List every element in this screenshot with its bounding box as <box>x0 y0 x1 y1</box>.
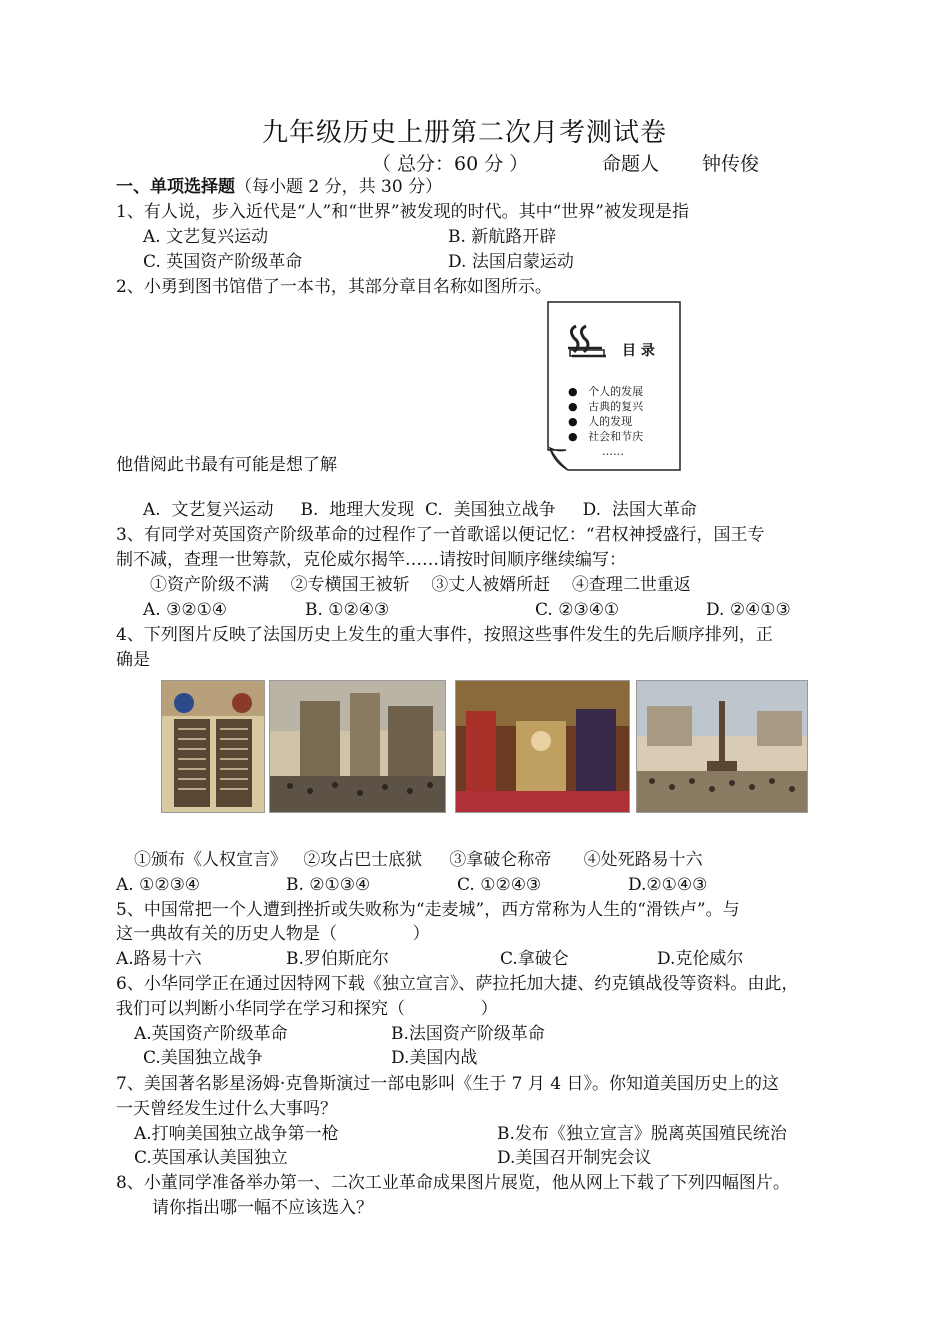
q4-items: ①颁布《人权宣言》 ②攻占巴士底狱 ③拿破仑称帝 ④处死路易十六 <box>134 850 703 870</box>
q7-stem-2: 一天曾经发生过什么大事吗？ <box>116 1099 337 1119</box>
q5-option-a: A.路易十六 <box>116 949 202 969</box>
q8-stem-2: 请你指出哪一幅不应该选入？ <box>152 1198 373 1218</box>
q2-stem2: 他借阅此书最有可能是想了解 <box>116 455 337 475</box>
q2-stem: 2、小勇到图书馆借了一本书，其部分章目名称如图所示。 <box>116 277 552 297</box>
q5-option-c: C.拿破仑 <box>500 949 569 969</box>
section-title: 一、单项选择题 <box>116 177 235 197</box>
q6-option-b: B.法国资产阶级革命 <box>391 1024 545 1044</box>
q4-option-d: D.②①④③ <box>628 875 708 895</box>
q3-items: ①资产阶级不满 ②专横国王被斩 ③丈人被婿所赶 ④查理二世重返 <box>150 575 691 595</box>
catalog-item: ● 社会和节庆 <box>568 430 644 443</box>
q6-option-a: A.英国资产阶级革命 <box>134 1024 288 1044</box>
q5-stem-2: 这一典故有关的历史人物是（ ） <box>116 924 430 944</box>
catalog-heading: 目 录 <box>622 343 655 359</box>
q1-option-d: D. 法国启蒙运动 <box>448 252 574 272</box>
napoleon-coronation-image <box>455 680 630 813</box>
author-name: 钟传俊 <box>702 153 760 175</box>
q7-option-b: B.发布《独立宣言》脱离英国殖民统治 <box>497 1124 787 1144</box>
execution-louis-image <box>636 680 808 813</box>
catalog-list <box>568 384 643 459</box>
bastille-image <box>269 680 446 813</box>
q3-stem-2: 制不减，查理一世筹款，克伦威尔揭竿……请按时间顺序继续编写： <box>116 550 626 570</box>
catalog-image <box>546 300 682 472</box>
q4-option-a: A. ①②③④ <box>116 875 201 895</box>
catalog-item: ● 古典的复兴 <box>568 400 644 413</box>
q6-stem-2: 我们可以判断小华同学在学习和探究（ ） <box>116 999 498 1019</box>
q6-stem-1: 6、小华同学正在通过因特网下载《独立宣言》、萨拉托加大捷、约克镇战役等资料。由此， <box>116 974 799 994</box>
q4-option-c: C. ①②④③ <box>457 875 542 895</box>
q1-option-a: A. 文艺复兴运动 <box>143 227 269 247</box>
q2-options: A. 文艺复兴运动 B. 地理大发现 C. 美国独立战争 D. 法国大革命 <box>143 500 697 520</box>
section-note: （每小题 2 分，共 30 分） <box>235 177 443 197</box>
catalog-item: ● 个人的发展 <box>568 385 644 398</box>
author-label: 命题人 <box>602 153 660 175</box>
q5-option-b: B.罗伯斯庇尔 <box>286 949 389 969</box>
q1-option-b: B. 新航路开辟 <box>448 227 557 247</box>
q6-option-d: D.美国内战 <box>391 1048 478 1068</box>
q1-option-c: C. 英国资产阶级革命 <box>143 252 303 272</box>
q5-stem-1: 5、中国常把一个人遭到挫折或失败称为“走麦城”，西方常称为人生的“滑铁卢”。与 <box>116 900 740 920</box>
q8-stem-1: 8、小董同学准备举办第一、二次工业革命成果图片展览，他从网上下载了下列四幅图片。 <box>116 1173 790 1193</box>
q4-stem-1: 4、下列图片反映了法国历史上发生的重大事件，按照这些事件发生的先后顺序排列，正 <box>116 625 773 645</box>
q4-stem-2: 确是 <box>116 650 150 670</box>
q3-stem-1: 3、有同学对英国资产阶级革命的过程作了一首歌谣以便记忆：“君权神授盛行，国王专 <box>116 525 765 545</box>
q3-option-d: D. ②④①③ <box>706 600 791 620</box>
catalog-item: ● 人的发现 <box>568 415 633 428</box>
q7-option-d: D.美国召开制宪会议 <box>497 1148 652 1168</box>
q3-option-c: C. ②③④① <box>535 600 620 620</box>
q3-option-a: A. ③②①④ <box>143 600 228 620</box>
q6-option-c: C.美国独立战争 <box>143 1048 263 1068</box>
q1-stem: 1、有人说，步入近代是“人”和“世界”被发现的时代。其中“世界”被发现是指 <box>116 202 689 222</box>
total-score: （ 总分：60 分 ） <box>372 153 529 175</box>
q7-stem-1: 7、美国著名影星汤姆·克鲁斯演过一部电影叫《生于 7 月 4 日》。你知道美国历史上的这 <box>116 1074 779 1094</box>
q4-option-b: B. ②①③④ <box>286 875 371 895</box>
section-heading <box>116 175 442 199</box>
catalog-more: …… <box>602 445 624 458</box>
declaration-rights-image <box>161 680 265 813</box>
q3-option-b: B. ①②④③ <box>305 600 390 620</box>
page-title: 九年级历史上册第二次月考测试卷 <box>262 118 668 148</box>
q7-option-c: C.英国承认美国独立 <box>134 1148 288 1168</box>
q5-option-d: D.克伦威尔 <box>657 949 744 969</box>
q7-option-a: A.打响美国独立战争第一枪 <box>134 1124 339 1144</box>
